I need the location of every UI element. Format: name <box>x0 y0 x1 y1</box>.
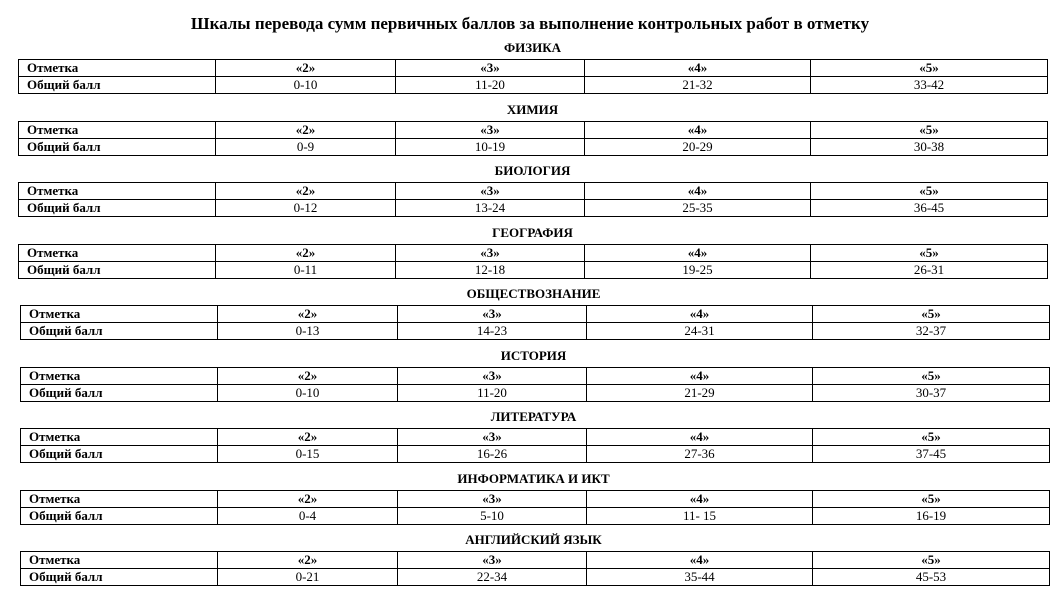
grade-cell: «2» <box>216 60 396 77</box>
subject-section <box>20 283 1047 345</box>
score-row-label: Общий балл <box>21 323 218 340</box>
grade-row <box>21 429 1050 446</box>
subject-section <box>20 468 1047 530</box>
score-cell: 0-9 <box>216 138 396 155</box>
score-cell: 27-36 <box>587 446 813 463</box>
score-cell: 14-23 <box>398 323 587 340</box>
score-row-label: Общий балл <box>21 446 218 463</box>
score-row <box>21 384 1050 401</box>
score-row-label: Общий балл <box>19 200 216 217</box>
grade-cell: «3» <box>396 60 585 77</box>
subject-section <box>18 222 1047 284</box>
grade-row-label: Отметка <box>19 183 216 200</box>
score-cell: 25-35 <box>585 200 811 217</box>
score-cell: 11-20 <box>396 77 585 94</box>
grade-row-label: Отметка <box>19 60 216 77</box>
subject-heading: ЛИТЕРАТУРА <box>490 409 577 424</box>
score-cell: 24-31 <box>587 323 813 340</box>
grade-cell: «5» <box>811 183 1048 200</box>
grade-row-label: Отметка <box>19 121 216 138</box>
subject-section <box>20 529 1047 591</box>
grade-cell: «2» <box>218 552 398 569</box>
score-cell: 13-24 <box>396 200 585 217</box>
score-cell: 0-21 <box>218 569 398 586</box>
score-row-label: Общий балл <box>19 77 216 94</box>
grade-cell: «3» <box>396 183 585 200</box>
grade-row-label: Отметка <box>21 429 218 446</box>
grade-cell: «2» <box>218 490 398 507</box>
grade-cell: «2» <box>218 429 398 446</box>
score-row <box>19 138 1048 155</box>
grade-table <box>20 490 1050 525</box>
score-row-label: Общий балл <box>21 507 218 524</box>
score-cell: 0-4 <box>218 507 398 524</box>
score-tables <box>18 37 1047 591</box>
subject-section <box>18 160 1047 222</box>
grade-cell: «4» <box>585 183 811 200</box>
score-row <box>21 507 1050 524</box>
grade-table <box>20 428 1050 463</box>
score-cell: 33-42 <box>811 77 1048 94</box>
subject-heading: ХИМИЯ <box>506 101 559 117</box>
grade-cell: «5» <box>813 429 1050 446</box>
grade-row <box>19 244 1048 261</box>
score-cell: 16-26 <box>398 446 587 463</box>
grade-cell: «2» <box>216 183 396 200</box>
grade-row <box>21 490 1050 507</box>
score-cell: 26-31 <box>811 261 1048 278</box>
subject-section <box>20 406 1047 468</box>
score-cell: 21-29 <box>587 384 813 401</box>
score-cell: 11- 15 <box>587 507 813 524</box>
score-row <box>19 261 1048 278</box>
grade-cell: «2» <box>218 306 398 323</box>
grade-cell: «2» <box>216 244 396 261</box>
grade-table <box>20 305 1050 340</box>
subject-section <box>20 345 1047 407</box>
score-row <box>19 77 1048 94</box>
grade-row <box>19 183 1048 200</box>
grade-cell: «4» <box>587 490 813 507</box>
grade-table <box>18 182 1048 217</box>
grade-row <box>19 60 1048 77</box>
score-cell: 5-10 <box>398 507 587 524</box>
score-row <box>21 569 1050 586</box>
grade-cell: «5» <box>811 244 1048 261</box>
score-cell: 21-32 <box>585 77 811 94</box>
grade-cell: «4» <box>585 121 811 138</box>
grade-cell: «3» <box>398 490 587 507</box>
grade-table <box>18 59 1048 94</box>
grade-table <box>18 244 1048 279</box>
grade-table <box>20 551 1050 586</box>
grade-cell: «3» <box>396 121 585 138</box>
score-cell: 0-10 <box>218 384 398 401</box>
grade-cell: «5» <box>813 490 1050 507</box>
grade-row <box>21 306 1050 323</box>
subject-heading: ФИЗИКА <box>503 40 562 55</box>
grade-cell: «5» <box>813 552 1050 569</box>
score-cell: 0-12 <box>216 200 396 217</box>
score-cell: 10-19 <box>396 138 585 155</box>
score-cell: 0-15 <box>218 446 398 463</box>
subject-heading: ИНФОРМАТИКА И ИКТ <box>457 470 610 486</box>
score-cell: 30-37 <box>813 384 1050 401</box>
score-row <box>19 200 1048 217</box>
score-cell: 37-45 <box>813 446 1050 463</box>
grade-cell: «3» <box>398 552 587 569</box>
grade-cell: «3» <box>398 429 587 446</box>
score-row <box>21 446 1050 463</box>
grade-row-label: Отметка <box>21 552 218 569</box>
grade-cell: «5» <box>813 306 1050 323</box>
subject-heading: ОБЩЕСТВОЗНАНИЕ <box>466 286 601 301</box>
grade-cell: «5» <box>811 121 1048 138</box>
score-cell: 32-37 <box>813 323 1050 340</box>
score-cell: 11-20 <box>398 384 587 401</box>
grade-cell: «2» <box>216 121 396 138</box>
score-row-label: Общий балл <box>19 261 216 278</box>
subject-heading: ГЕОГРАФИЯ <box>492 224 573 240</box>
grade-row-label: Отметка <box>21 490 218 507</box>
grade-row <box>19 121 1048 138</box>
score-cell: 45-53 <box>813 569 1050 586</box>
score-cell: 0-13 <box>218 323 398 340</box>
score-cell: 20-29 <box>585 138 811 155</box>
grade-cell: «4» <box>585 60 811 77</box>
grade-row-label: Отметка <box>21 306 218 323</box>
score-cell: 0-11 <box>216 261 396 278</box>
subject-heading: ИСТОРИЯ <box>500 347 567 363</box>
grade-cell: «5» <box>813 367 1050 384</box>
subject-section <box>18 37 1047 99</box>
grade-row <box>21 552 1050 569</box>
grade-cell: «5» <box>811 60 1048 77</box>
grade-cell: «4» <box>587 552 813 569</box>
grade-cell: «4» <box>585 244 811 261</box>
grade-cell: «3» <box>398 306 587 323</box>
score-cell: 16-19 <box>813 507 1050 524</box>
score-cell: 35-44 <box>587 569 813 586</box>
score-cell: 22-34 <box>398 569 587 586</box>
grade-row-label: Отметка <box>21 367 218 384</box>
score-row-label: Общий балл <box>19 138 216 155</box>
score-cell: 36-45 <box>811 200 1048 217</box>
score-row <box>21 323 1050 340</box>
subject-heading: БИОЛОГИЯ <box>494 163 571 178</box>
grade-cell: «3» <box>396 244 585 261</box>
grade-cell: «2» <box>218 367 398 384</box>
score-cell: 12-18 <box>396 261 585 278</box>
grade-row-label: Отметка <box>19 244 216 261</box>
page-title: Шкалы перевода сумм первичных баллов за выполнение контрольных работ в отметку <box>190 14 870 33</box>
score-cell: 30-38 <box>811 138 1048 155</box>
score-row-label: Общий балл <box>21 569 218 586</box>
score-cell: 0-10 <box>216 77 396 94</box>
grade-table <box>18 121 1048 156</box>
score-row-label: Общий балл <box>21 384 218 401</box>
grade-cell: «4» <box>587 306 813 323</box>
grade-cell: «4» <box>587 367 813 384</box>
grade-cell: «3» <box>398 367 587 384</box>
subject-heading: АНГЛИЙСКИЙ ЯЗЫК <box>465 532 602 547</box>
subject-section <box>18 99 1047 161</box>
grade-cell: «4» <box>587 429 813 446</box>
score-cell: 19-25 <box>585 261 811 278</box>
grade-table <box>20 367 1050 402</box>
grade-row <box>21 367 1050 384</box>
